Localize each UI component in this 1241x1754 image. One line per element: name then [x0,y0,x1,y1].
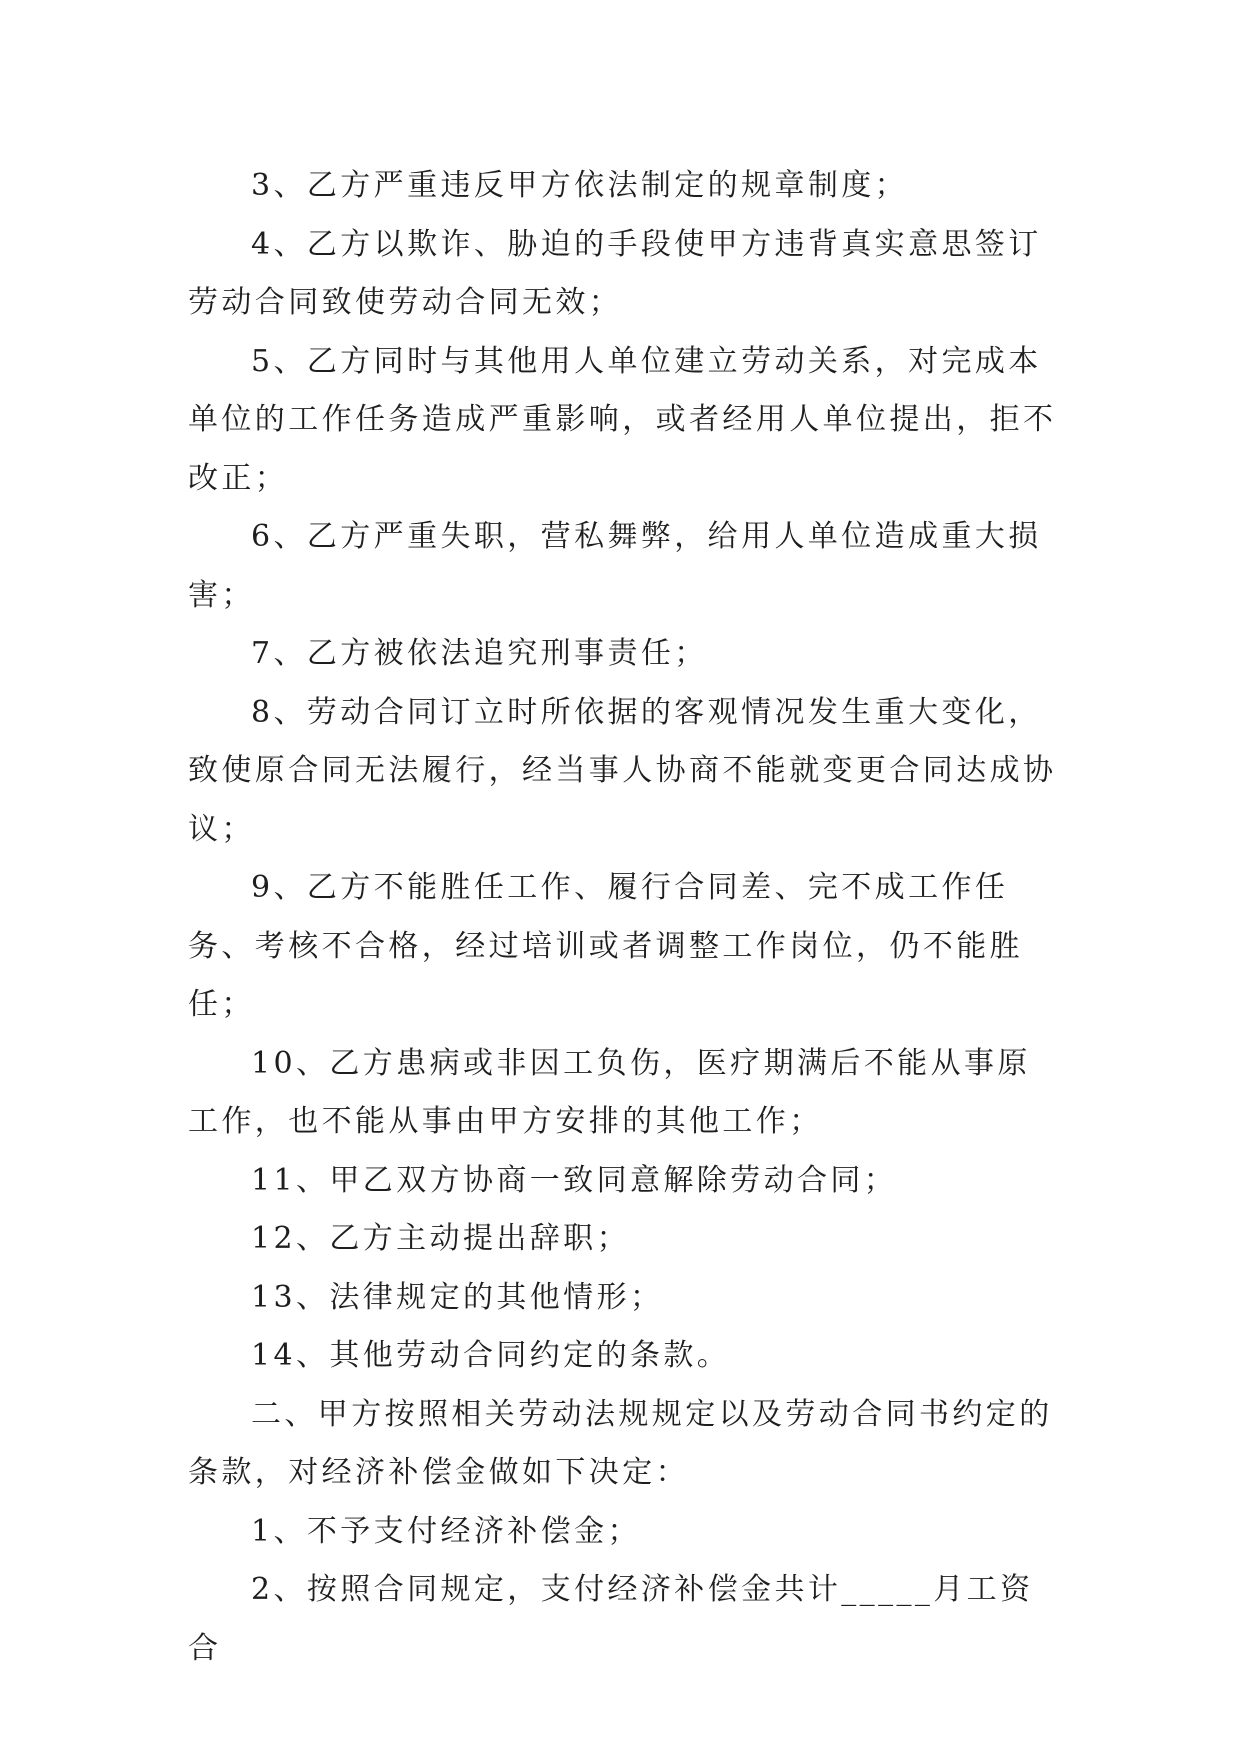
clause-6: 6、乙方严重失职，营私舞弊，给用人单位造成重大损害； [188,519,1042,613]
compensation-option-2: 2、按照合同规定，支付经济补偿金共计_____月工资合 [188,1572,1034,1666]
document-body [188,157,1058,1678]
clause-9: 9、乙方不能胜任工作、履行合同差、完不成工作任务、考核不合格，经过培训或者调整工作岗位，仍不能胜任； [188,870,1023,1022]
clause-11: 11、甲乙双方协商一致同意解除劳动合同； [251,1162,898,1198]
compensation-option-1: 1、不予支付经济补偿金； [251,1513,641,1549]
clause-3: 3、乙方严重违反甲方依法制定的规章制度； [251,168,909,203]
section-two-heading: 二、甲方按照相关劳动法规规定以及劳动合同书约定的条款，对经济补偿金做如下决定： [188,1396,1053,1490]
clause-10: 10、乙方患病或非因工负伤，医疗期满后不能从事原工作，也不能从事由甲方安排的其他工作； [188,1045,1031,1139]
clause-4: 4、乙方以欺诈、胁迫的手段使甲方违背真实意思签订劳动合同致使劳动合同无效； [188,226,1042,320]
clause-12: 12、乙方主动提出辞职； [251,1221,630,1256]
clause-13: 13、法律规定的其他情形； [251,1279,664,1315]
clause-5: 5、乙方同时与其他用人单位建立劳动关系，对完成本单位的工作任务造成严重影响，或者经用人单位提出，拒不改正； [188,343,1057,496]
clause-7: 7、乙方被依法追究刑事责任； [251,636,708,671]
clause-14: 14、其他劳动合同约定的条款。 [251,1338,731,1373]
clause-8: 8、劳动合同订立时所依据的客观情况发生重大变化，致使原合同无法履行，经当事人协商不能就变更合同达成协议； [188,694,1057,847]
